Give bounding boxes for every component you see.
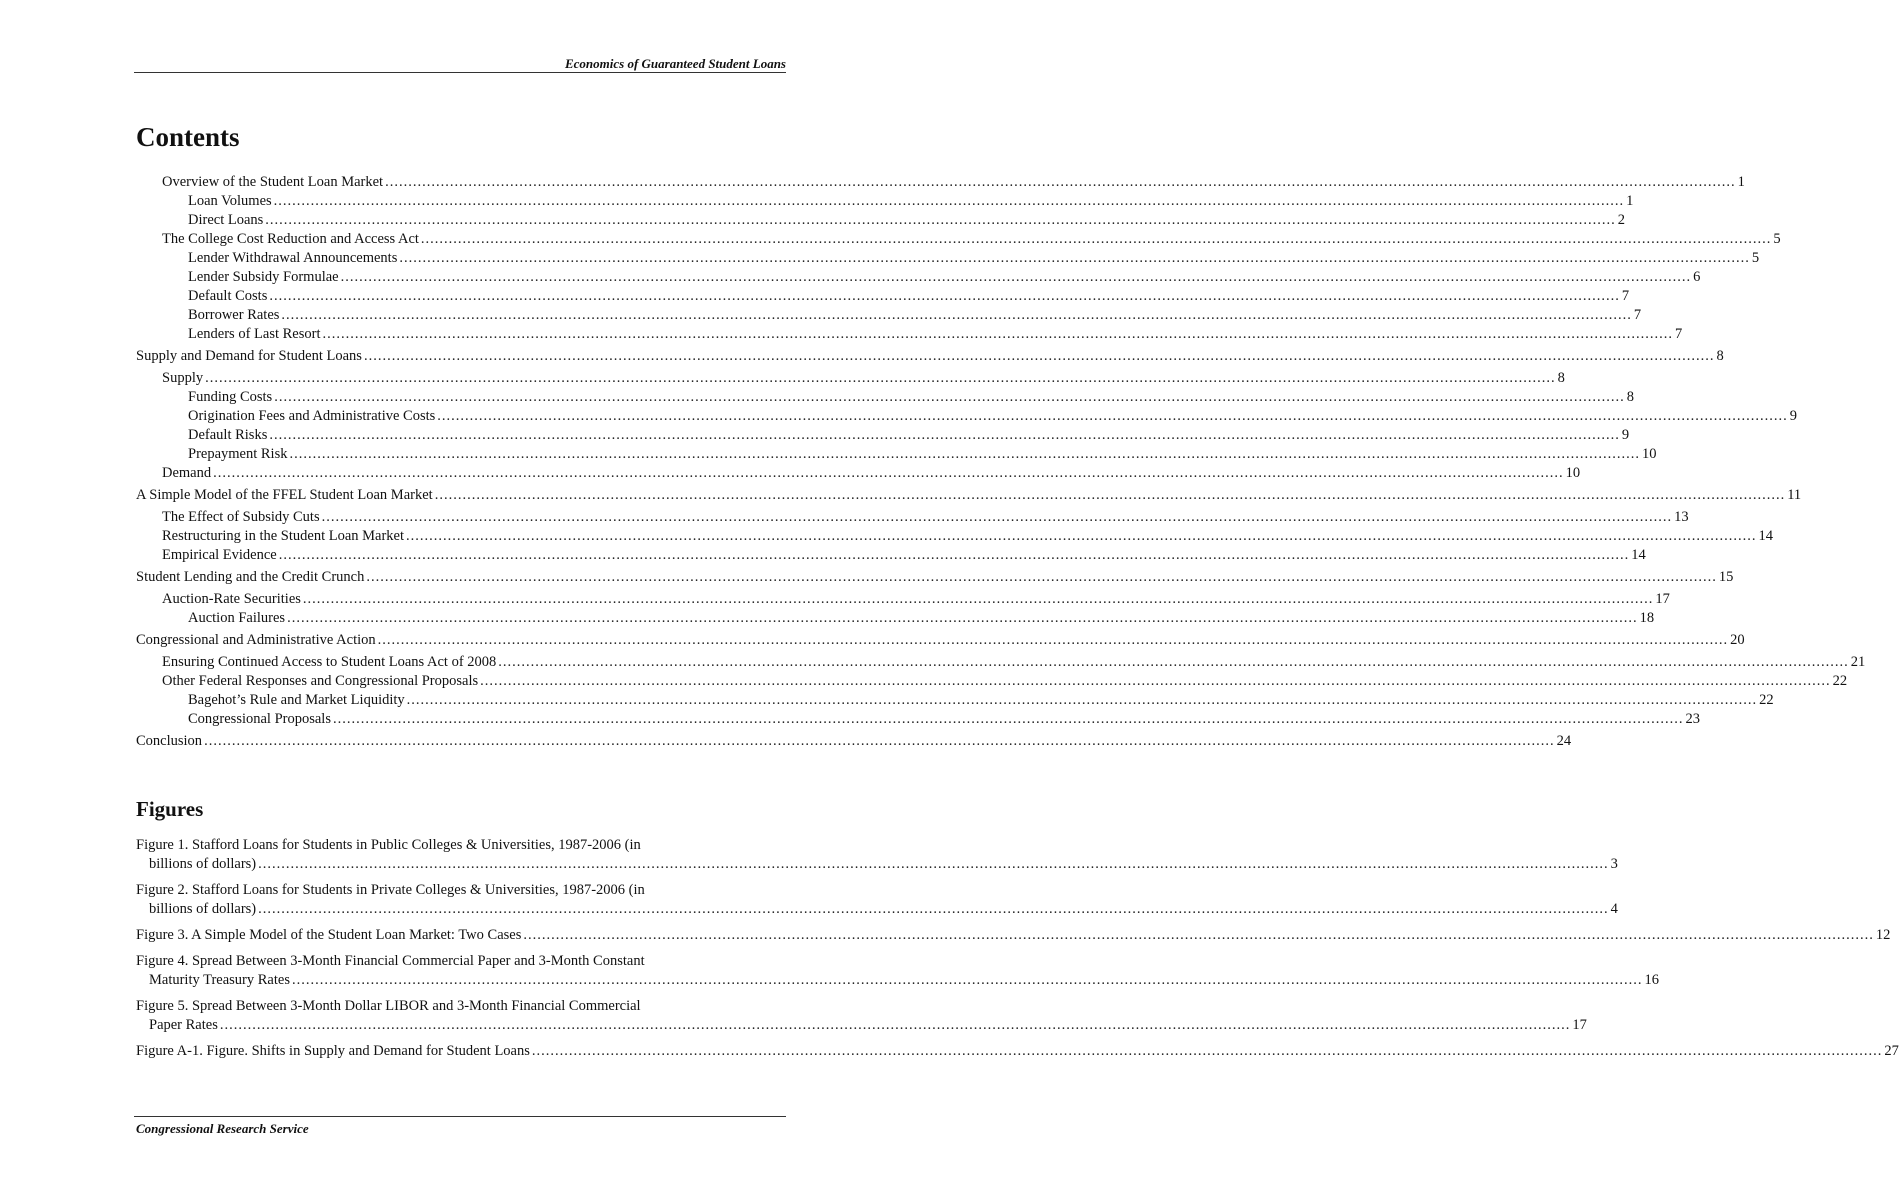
toc-entry[interactable]: Prepayment Risk ..... 10	[136, 445, 784, 464]
figure-entry[interactable]: Figure 5. Spread Between 3-Month Dollar LIBOR and 3-Month Financial Commercial Paper Rates ..... 17	[136, 997, 784, 1035]
toc-entry[interactable]: Auction-Rate Securities ..... 17	[136, 590, 784, 609]
toc-entry[interactable]: Congressional and Administrative Action ..... 20	[136, 631, 784, 650]
toc-entry[interactable]: Supply ..... 8	[136, 369, 784, 388]
header-rule	[134, 72, 786, 73]
toc-entry[interactable]: Demand ..... 10	[136, 464, 784, 483]
toc-entry[interactable]: Origination Fees and Administrative Costs ..... 9	[136, 407, 784, 426]
list-of-figures	[136, 836, 1899, 1068]
toc-entry[interactable]: Empirical Evidence ..... 14	[136, 546, 784, 565]
figure-entry[interactable]: Figure 1. Stafford Loans for Students in Public Colleges & Universities, 1987-2006 (in billions of dollars) ..... 3	[136, 836, 784, 874]
toc-entry[interactable]: Overview of the Student Loan Market ..... 1	[136, 173, 784, 192]
figure-entry[interactable]: Figure 2. Stafford Loans for Students in Private Colleges & Universities, 1987-2006 (in billions of dollars) ..... 4	[136, 881, 784, 919]
toc-entry[interactable]: Lender Withdrawal Announcements ..... 5	[136, 249, 784, 268]
running-footer: Congressional Research Service	[136, 1121, 309, 1136]
running-header: Economics of Guaranteed Student Loans	[564, 56, 786, 71]
toc-entry[interactable]: Conclusion ..... 24	[136, 732, 784, 751]
toc-entry[interactable]: Ensuring Continued Access to Student Loans Act of 2008 ..... 21	[136, 653, 784, 672]
toc-entry[interactable]: Auction Failures ..... 18	[136, 609, 784, 628]
toc-entry[interactable]: A Simple Model of the FFEL Student Loan Market ..... 11	[136, 486, 784, 505]
toc-entry[interactable]: Direct Loans ..... 2	[136, 211, 784, 230]
toc-entry[interactable]: Congressional Proposals ..... 23	[136, 710, 784, 729]
toc-entry[interactable]: Funding Costs ..... 8	[136, 388, 784, 407]
toc-entry[interactable]: Other Federal Responses and Congressional Proposals ..... 22	[136, 672, 784, 691]
contents-heading: Contents	[136, 122, 240, 152]
toc-entry[interactable]: The College Cost Reduction and Access Act ..... 5	[136, 230, 784, 249]
toc-entry[interactable]: The Effect of Subsidy Cuts ..... 13	[136, 508, 784, 527]
toc-entry[interactable]: Lenders of Last Resort ..... 7	[136, 325, 784, 344]
footer-rule	[134, 1116, 786, 1117]
toc-entry[interactable]: Borrower Rates ..... 7	[136, 306, 784, 325]
figure-entry[interactable]: Figure A-1. Figure. Shifts in Supply and Demand for Student Loans ..... 27	[136, 1042, 784, 1061]
toc-entry[interactable]: Default Risks ..... 9	[136, 426, 784, 445]
figures-heading: Figures	[136, 797, 204, 821]
toc-entry[interactable]: Supply and Demand for Student Loans ..... 8	[136, 347, 784, 366]
toc-entry[interactable]: Student Lending and the Credit Crunch ..... 15	[136, 568, 784, 587]
figure-entry[interactable]: Figure 4. Spread Between 3-Month Financial Commercial Paper and 3-Month Constant Maturity Treasury Rates ..... 16	[136, 952, 784, 990]
figure-entry[interactable]: Figure 3. A Simple Model of the Student Loan Market: Two Cases ..... 12	[136, 926, 784, 945]
toc-entry[interactable]: Default Costs ..... 7	[136, 287, 784, 306]
toc-entry[interactable]: Lender Subsidy Formulae ..... 6	[136, 268, 784, 287]
table-of-contents	[136, 173, 1866, 751]
toc-entry[interactable]: Loan Volumes ..... 1	[136, 192, 784, 211]
toc-entry[interactable]: Bagehot’s Rule and Market Liquidity ..... 22	[136, 691, 784, 710]
toc-entry[interactable]: Restructuring in the Student Loan Market ..... 14	[136, 527, 784, 546]
